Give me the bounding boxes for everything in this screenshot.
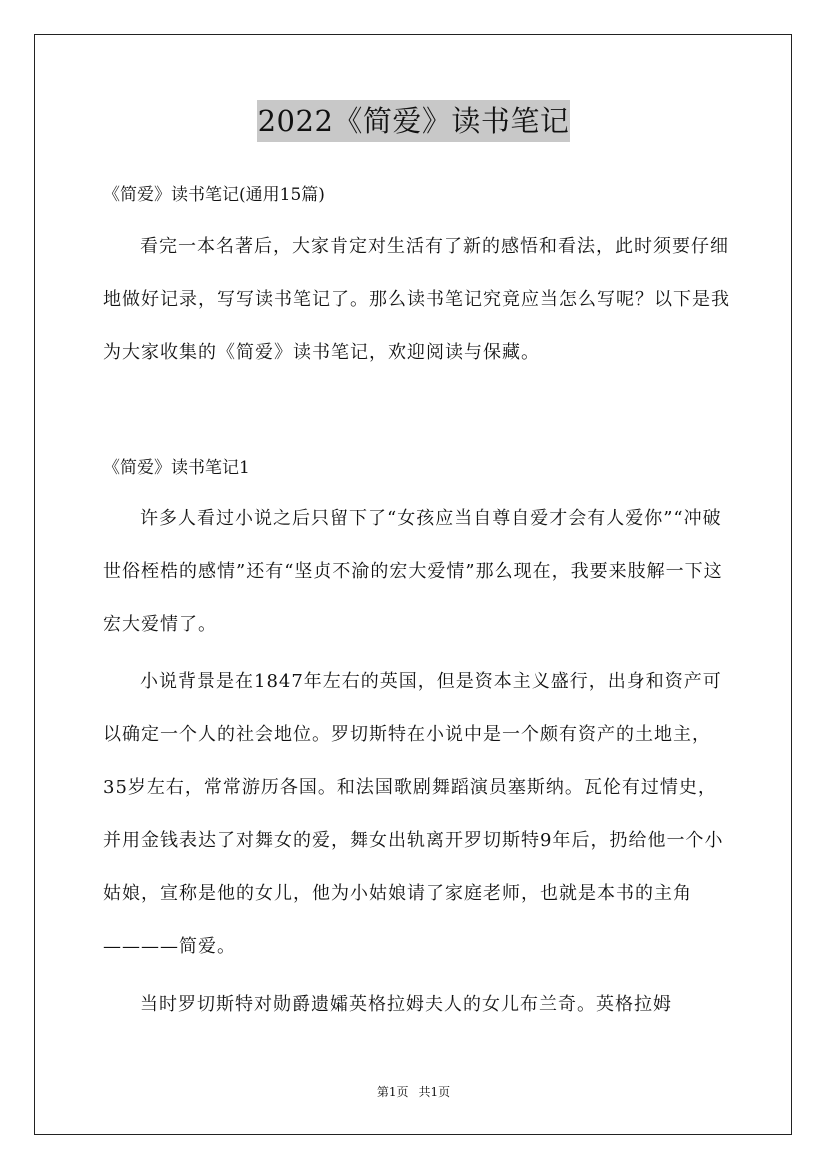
body-paragraph-2: 小说背景是在1847年左右的英国，但是资本主义盛行，出身和资产可以确定一个人的社会地位。罗切斯特在小说中是一个颇有资产的土地主，35岁左右，常常游历各国。和法国歌剧舞蹈演员塞斯纳。瓦伦有过情史，并用金钱表达了对舞女的爱，舞女出轨离开罗切斯特9年后，扔给他一个小姑娘，宣称是他的女儿，他为小姑娘请了家庭老师，也就是本书的主角————简爱。	[103, 671, 724, 957]
intro-paragraph: 看完一本名著后，大家肯定对生活有了新的感悟和看法，此时须要仔细地做好记录，写写读书笔记了。那么读书笔记究竟应当怎么写呢？以下是我为大家收集的《简爱》读书笔记，欢迎阅读与保藏。	[103, 236, 730, 363]
body-paragraph-3: 当时罗切斯特对勋爵遗孀英格拉姆夫人的女儿布兰奇。英格拉姆	[140, 994, 672, 1015]
page-footer	[0, 1083, 827, 1100]
document-subtitle: 《简爱》读书笔记(通用15篇)	[103, 185, 325, 205]
page-total: 共1页	[418, 1085, 451, 1099]
title-container	[0, 100, 827, 142]
section-heading: 《简爱》读书笔记1	[103, 458, 250, 478]
body-paragraph-1: 许多人看过小说之后只留下了“女孩应当自尊自爱才会有人爱你”“冲破世俗桎梏的感情”还有“坚贞不渝的宏大爱情”那么现在，我要来肢解一下这宏大爱情了。	[103, 508, 723, 635]
page-number: 第1页	[376, 1085, 409, 1099]
document-title: 2022《简爱》读书笔记	[257, 100, 571, 142]
